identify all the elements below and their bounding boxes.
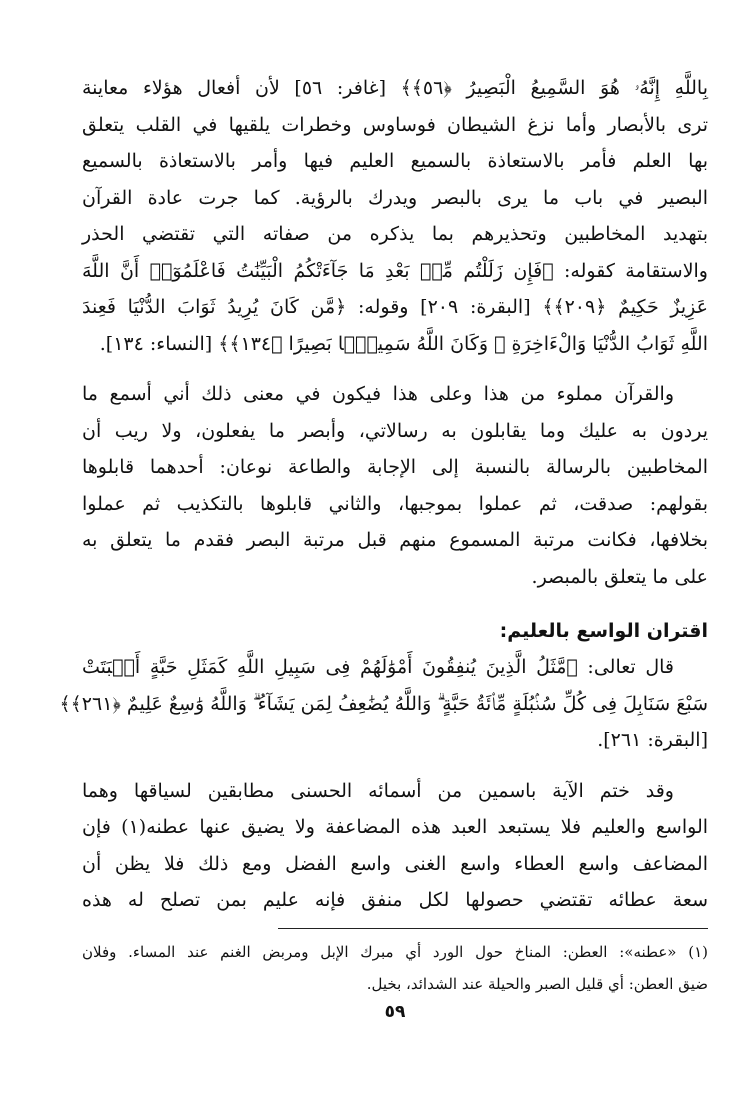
text-line: بتهديد المخاطبين وتحذيرهم بما يذكره من صفاته التي تقتضي الحذر: [82, 223, 708, 245]
text-line: بخلافها، فكانت مرتبة المسموع منهم قبل مرتبة البصر فقدم ما يتعلق به: [82, 529, 708, 551]
text-line: [البقرة: ٢٦١].: [597, 729, 708, 751]
footnote-divider: [278, 928, 708, 929]
text-line: عَزِيزٌ حَكِيمٌ ﴿٢٠٩﴾﴾ [البقرة: ٢٠٩] وقوله: ﴿مَّن كَانَ يُرِيدُ ثَوَابَ الدُّنْيَا فَعِندَ: [82, 296, 709, 318]
text-line: اللَّهِ ثَوَابُ الدُّنْيَا وَالْءَاخِرَةِ ۚ وَكَانَ اللَّهُ سَمِيعًۢا بَصِيرًا ﴿١٣٤﴾﴾ [النساء: ١٣٤].: [99, 332, 708, 355]
text-line: قال تعالى: ﴿مَّثَلُ الَّذِينَ يُنفِقُونَ أَمْوَٰلَهُمْ فِى سَبِيلِ اللَّهِ كَمَثَلِ حَبَّةٍ أَنۢبَتَتْ: [82, 656, 674, 678]
text-line: والقرآن مملوء من هذا وعلى هذا فيكون في معنى ذلك أني أسمع ما: [82, 383, 674, 405]
text-line: بها العلم فأمر بالاستعاذة بالسميع العليم فيها وأمر بالاستعاذة بالسميع: [82, 150, 708, 172]
text-line: الواسع والعليم فلا يستبعد العبد هذه المضاعفة ولا يضيق عنها عطنه(١) فإن: [82, 816, 709, 838]
text-line: المضاعف واسع العطاء واسع الغنى واسع الفضل ومع ذلك فلا يظن أن: [82, 852, 708, 875]
paragraph-3: [59, 649, 708, 759]
page-number: ٥٩: [384, 1002, 406, 1022]
text-line: البصير في باب ما يرى بالبصر ويدرك بالرؤية. كما جرت عادة القرآن: [82, 186, 708, 209]
footnote-line: (١) «عطنه»: العطن: المناخ حول الورد أي مبرك الإبل ومربض الغنم عند المساء. وفلان: [82, 943, 708, 961]
text-line: سَبْعَ سَنَابِلَ فِى كُلِّ سُنۢبُلَةٍ مِّا۟ئَةُ حَبَّةٍ ۗ وَاللَّهُ يُضَٰعِفُ لِمَن يَشَآءُ ۗ وَاللَّهُ وَٰسِعٌ عَلِيمٌ ﴿٢٦١﴾﴾: [59, 692, 708, 715]
footnote: [82, 936, 708, 1000]
text-line: على ما يتعلق بالمبصر.: [531, 565, 708, 588]
paragraph-4: [82, 773, 708, 919]
text-line: ترى بالأبصار وأما نزغ الشيطان فوساوس وخطرات يلقيها في القلب يتعلق: [82, 113, 708, 136]
text-line: سعة عطائه تقتضي حصولها لكل منفق فإنه عليم بمن تصلح له هذه: [82, 889, 708, 911]
text-line: المخاطبين بالرسالة بالنسبة إلى الإجابة والطاعة نوعان: أحدهما قابلوها: [82, 456, 708, 478]
text-line: يردون به عليك وما يقابلون به رسالاتي، وأبصر ما يفعلون، ولا ريب أن: [82, 419, 708, 442]
text-line: بِاللَّهِ إِنَّهُۥ هُوَ السَّمِيعُ الْبَصِيرُ ﴿٥٦﴾﴾ [غافر: ٥٦] لأن أفعال هؤلاء معاينة: [82, 77, 708, 99]
paragraph-1: [82, 70, 708, 362]
text-line: والاستقامة كقوله: ﴿فَإِن زَلَلْتُم مِّنۢ بَعْدِ مَا جَآءَتْكُمُ الْبَيِّنَٰتُ فَاعْلَمُوٓا۟ أَنَّ اللَّهَ: [82, 259, 708, 282]
book-page: [59, 70, 709, 1050]
footnote-line: ضيق العطن: أي قليل الصبر والحيلة عند الشدائد، بخيل.: [366, 975, 708, 993]
text-line: وقد ختم الآية باسمين من أسمائه الحسنى مطابقين لسياقها وهما: [82, 779, 674, 802]
text-line: بقولهم: صدقت، ثم عملوا بموجبها، والثاني قابلوها بالتكذيب ثم عملوا: [82, 492, 708, 515]
paragraph-2: [82, 376, 708, 595]
section-heading: اقتران الواسع بالعليم:: [499, 620, 708, 642]
